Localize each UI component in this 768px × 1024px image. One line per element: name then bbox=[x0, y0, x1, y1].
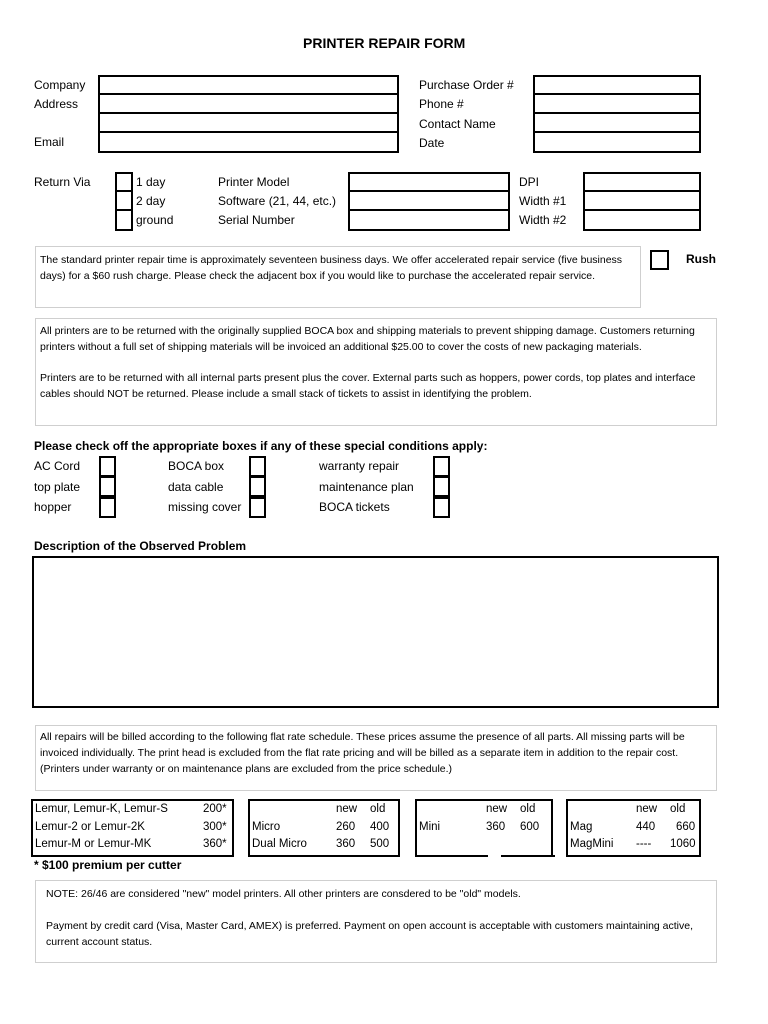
address-field-2[interactable] bbox=[98, 112, 399, 133]
condition-ac-cord-checkbox[interactable] bbox=[99, 456, 116, 477]
condition-ac-cord-label: AC Cord bbox=[34, 459, 81, 473]
mini-price-table bbox=[415, 799, 553, 857]
lemur-row-3-model: Lemur-M or Lemur-MK bbox=[35, 838, 152, 850]
mini-old-header: old bbox=[520, 803, 536, 815]
phone-label: Phone # bbox=[419, 97, 464, 111]
problem-heading: Description of the Observed Problem bbox=[34, 539, 247, 553]
software-label: Software (21, 44, etc.) bbox=[218, 194, 337, 208]
mini-table-bottom-left bbox=[415, 855, 488, 857]
serial-number-label: Serial Number bbox=[218, 213, 295, 227]
shipping-notes-box bbox=[35, 318, 717, 426]
rush-info-text: The standard printer repair time is approximately seventeen business days. We offer accelerated repair service (five business days) for a $60 rush charge. Please check the adjacent box if you would like to purchase the accelerated repair service. bbox=[40, 254, 623, 282]
condition-boca-box-checkbox[interactable] bbox=[249, 456, 266, 477]
condition-boca-box-label: BOCA box bbox=[168, 459, 225, 473]
mag-row-2-model: MagMini bbox=[570, 838, 614, 850]
condition-hopper-checkbox[interactable] bbox=[99, 497, 116, 518]
mag-row-2-old: 1060 bbox=[670, 838, 696, 850]
dpi-field[interactable] bbox=[583, 172, 701, 192]
email-label: Email bbox=[34, 135, 65, 149]
return-2day-label: 2 day bbox=[136, 194, 166, 208]
problem-description-field[interactable] bbox=[32, 556, 719, 708]
software-field[interactable] bbox=[348, 190, 510, 211]
condition-boca-tickets-label: BOCA tickets bbox=[319, 500, 390, 514]
mag-row-2-new: ---- bbox=[636, 838, 652, 850]
lemur-price-table bbox=[31, 799, 234, 857]
mag-row-1-model: Mag bbox=[570, 821, 593, 833]
printer-model-field[interactable] bbox=[348, 172, 510, 192]
mag-row-1-old: 660 bbox=[676, 821, 696, 833]
lemur-row-1-model: Lemur, Lemur-K, Lemur-S bbox=[35, 803, 168, 815]
lemur-row-1-price: 200* bbox=[203, 803, 227, 815]
contact-name-field[interactable] bbox=[533, 112, 701, 133]
micro-new-header: new bbox=[336, 803, 358, 815]
date-label: Date bbox=[419, 136, 445, 150]
condition-data-cable-label: data cable bbox=[168, 480, 224, 494]
company-field[interactable] bbox=[98, 75, 399, 95]
phone-field[interactable] bbox=[533, 93, 701, 114]
mini-row-1-new: 360 bbox=[486, 821, 506, 833]
lemur-row-3-price: 360* bbox=[203, 838, 227, 850]
condition-warranty-label: warranty repair bbox=[319, 459, 400, 473]
condition-warranty-checkbox[interactable] bbox=[433, 456, 450, 477]
mag-price-table bbox=[566, 799, 701, 857]
width1-field[interactable] bbox=[583, 190, 701, 211]
width2-field[interactable] bbox=[583, 209, 701, 231]
condition-boca-tickets-checkbox[interactable] bbox=[433, 497, 450, 518]
po-label: Purchase Order # bbox=[419, 78, 514, 92]
width2-label: Width #2 bbox=[519, 213, 567, 227]
condition-data-cable-checkbox[interactable] bbox=[249, 476, 266, 497]
rush-checkbox[interactable] bbox=[650, 250, 669, 270]
company-label: Company bbox=[34, 78, 86, 92]
micro-row-1-model: Micro bbox=[252, 821, 281, 833]
note-box bbox=[35, 880, 717, 963]
printer-model-label: Printer Model bbox=[218, 175, 290, 189]
condition-hopper-label: hopper bbox=[34, 500, 72, 514]
conditions-heading: Please check off the appropriate boxes if any of these special conditions apply: bbox=[34, 439, 488, 453]
mag-new-header: new bbox=[636, 803, 658, 815]
address-label: Address bbox=[34, 97, 79, 111]
micro-row-2-model: Dual Micro bbox=[252, 838, 307, 850]
billing-info-text: All repairs will be billed according to the following flat rate schedule. These prices assume the presence of all parts. All missing parts will be invoiced individually. The print head is excluded from the flat rate pricing and will be billed as a separate item in addition to the repair cost. (Printers under warranty or on maintenance plans are excluded from the price schedule.) bbox=[40, 731, 685, 775]
billing-info-box bbox=[35, 725, 717, 791]
condition-maintenance-checkbox[interactable] bbox=[433, 476, 450, 497]
micro-price-table bbox=[248, 799, 400, 857]
micro-row-2-new: 360 bbox=[336, 838, 356, 850]
micro-old-header: old bbox=[370, 803, 386, 815]
email-field[interactable] bbox=[98, 131, 399, 153]
mini-row-1-old: 600 bbox=[520, 821, 540, 833]
note-text-2: Payment by credit card (Visa, Master Card, AMEX) is preferred. Payment on open account is acceptable with customers maintaining active, current account status. bbox=[46, 920, 694, 948]
lemur-row-2-model: Lemur-2 or Lemur-2K bbox=[35, 821, 145, 833]
rush-info-box bbox=[35, 246, 641, 308]
condition-top-plate-label: top plate bbox=[34, 480, 81, 494]
note-text-1: NOTE: 26/46 are considered "new" model printers. All other printers are consdered to be "old" models. bbox=[46, 888, 521, 900]
mag-row-1-new: 440 bbox=[636, 821, 656, 833]
rush-label: Rush bbox=[686, 252, 716, 266]
address-field-1[interactable] bbox=[98, 93, 399, 114]
page-title: PRINTER REPAIR FORM bbox=[303, 35, 466, 51]
date-field[interactable] bbox=[533, 131, 701, 153]
mag-old-header: old bbox=[670, 803, 686, 815]
micro-row-1-old: 400 bbox=[370, 821, 390, 833]
lemur-row-2-price: 300* bbox=[203, 821, 227, 833]
dpi-label: DPI bbox=[519, 175, 540, 189]
mini-new-header: new bbox=[486, 803, 508, 815]
return-ground-label: ground bbox=[136, 213, 174, 227]
return-ground-checkbox[interactable] bbox=[115, 209, 133, 231]
width1-label: Width #1 bbox=[519, 194, 567, 208]
return-1day-checkbox[interactable] bbox=[115, 172, 133, 192]
micro-row-2-old: 500 bbox=[370, 838, 390, 850]
cutter-footnote: * $100 premium per cutter bbox=[34, 858, 182, 872]
return-2day-checkbox[interactable] bbox=[115, 190, 133, 211]
shipping-note-1: All printers are to be returned with the originally supplied BOCA box and shipping materials to prevent shipping damage. Customers returning printers without a full set of shipping materials will be invoiced an additional $25.00 to cover the costs of new packaging materials. bbox=[40, 325, 695, 353]
condition-maintenance-label: maintenance plan bbox=[319, 480, 414, 494]
shipping-note-2: Printers are to be returned with all internal parts present plus the cover. External parts such as hoppers, power cords, top plates and interface cables should NOT be returned. Please include a small stack of tickets to assist in identifying the problem. bbox=[40, 372, 696, 400]
mini-table-bottom-right bbox=[501, 855, 555, 857]
condition-missing-cover-label: missing cover bbox=[168, 500, 242, 514]
condition-top-plate-checkbox[interactable] bbox=[99, 476, 116, 497]
micro-row-1-new: 260 bbox=[336, 821, 356, 833]
condition-missing-cover-checkbox[interactable] bbox=[249, 497, 266, 518]
mini-row-1-model: Mini bbox=[419, 821, 441, 833]
contact-name-label: Contact Name bbox=[419, 117, 496, 131]
po-field[interactable] bbox=[533, 75, 701, 95]
return-1day-label: 1 day bbox=[136, 175, 166, 189]
serial-number-field[interactable] bbox=[348, 209, 510, 231]
return-via-label: Return Via bbox=[34, 175, 91, 189]
